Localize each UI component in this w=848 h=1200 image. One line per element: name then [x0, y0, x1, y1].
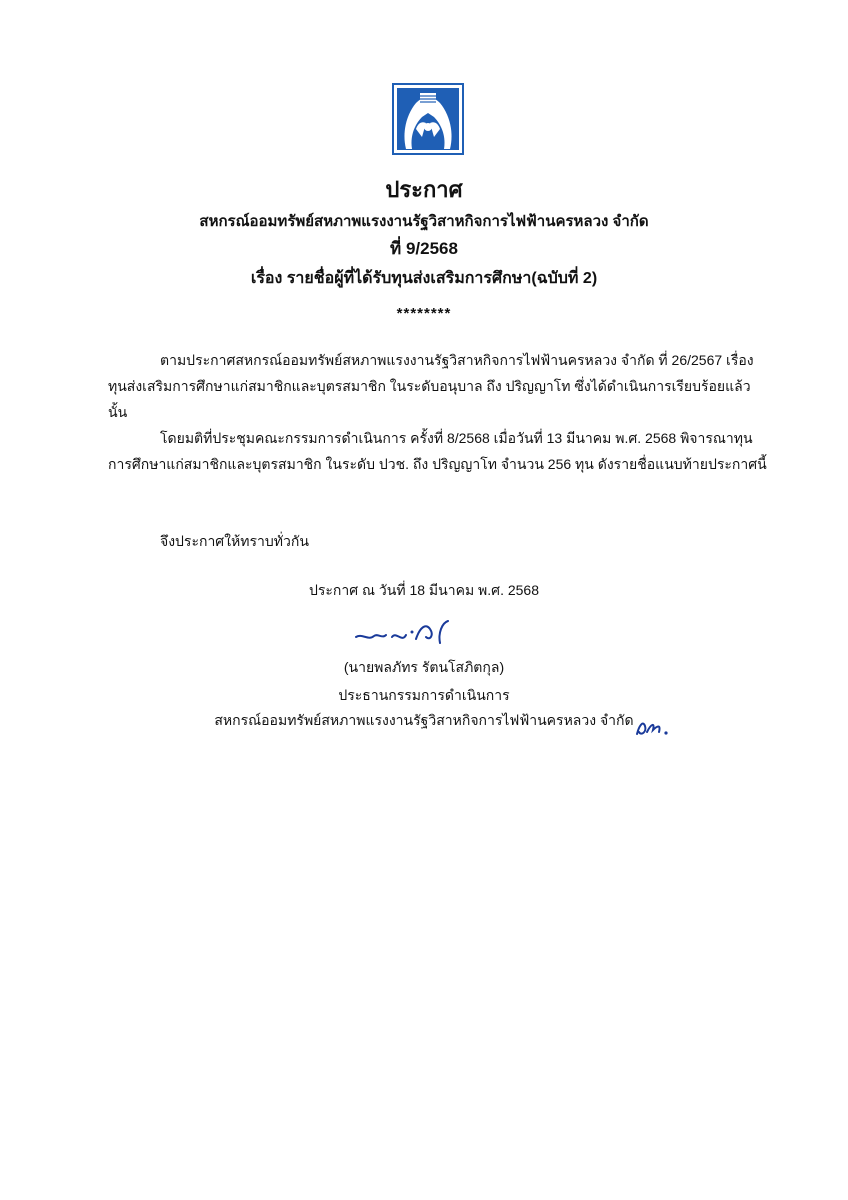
handwritten-signature [352, 615, 462, 651]
organization-name: สหกรณ์ออมทรัพย์สหภาพแรงงานรัฐวิสาหกิจการไฟฟ้านครหลวง จำกัด [199, 213, 649, 230]
announcement-subject: เรื่อง รายชื่อผู้ที่ได้รับทุนส่งเสริมการศึกษา(ฉบับที่ 2) [250, 270, 598, 287]
body-paragraph-1 [108, 347, 768, 425]
page-title: ประกาศ [385, 177, 463, 202]
separator: ******** [396, 305, 452, 322]
body-paragraph-2 [108, 425, 768, 477]
signer-position: ประธานกรรมการดำเนินการ [338, 687, 510, 703]
body-paragraph-2-text: โดยมติที่ประชุมคณะกรรมการดำเนินการ ครั้งที่ 8/2568 เมื่อวันที่ 13 มีนาคม พ.ศ. 2568 พิจารณาทุนการศึกษาแก่สมาชิกและบุตรสมาชิก ในระดับ ปวช. ถึง ปริญญาโท จำนวน 256 ทุน ดังรายชื่อแนบท้ายประกาศนี้ [108, 430, 767, 472]
announcement-date: ประกาศ ณ วันที่ 18 มีนาคม พ.ศ. 2568 [308, 582, 539, 598]
handwritten-initials [633, 712, 673, 740]
signer-organization: สหกรณ์ออมทรัพย์สหภาพแรงงานรัฐวิสาหกิจการไฟฟ้านครหลวง จำกัด [214, 712, 634, 728]
announcement-number: ที่ 9/2568 [390, 239, 458, 258]
body-paragraph-1-text: ตามประกาศสหกรณ์ออมทรัพย์สหภาพแรงงานรัฐวิสาหกิจการไฟฟ้านครหลวง จำกัด ที่ 26/2567 เรื่อง ทุนส่งเสริมการศึกษาแก่สมาชิกและบุตรสมาชิก ในระดับอนุบาล ถึง ปริญญาโท ซึ่งได้ดำเนินการเรียบร้อยแล้ว นั้น [108, 352, 754, 420]
cooperative-logo [392, 83, 464, 155]
closing-statement: จึงประกาศให้ทราบทั่วกัน [160, 533, 309, 549]
signer-name: (นายพลภัทร รัตนโสภิตกุล) [343, 659, 505, 675]
